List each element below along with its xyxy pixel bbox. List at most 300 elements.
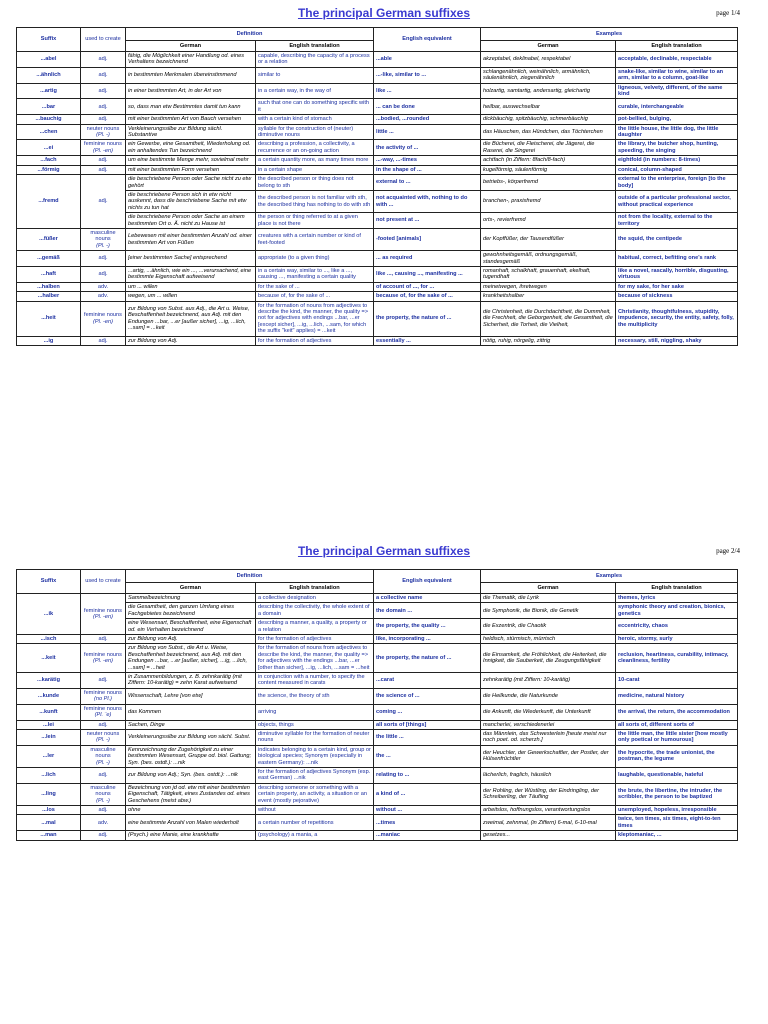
word-class: adv.: [97, 283, 109, 290]
definition-german-cell: um eine bestimmte Menge mehr, sovielmal mehr: [126, 156, 256, 165]
definition-german-cell: die beschriebene Person oder Sache an einem bestimmten Ort o. Ä. nicht zu Hause ist: [126, 213, 256, 229]
used-to-create-cell: [81, 831, 126, 840]
used-to-create-cell: [81, 336, 126, 345]
suffix-cell: ...haft: [17, 266, 81, 282]
header-examples: Examples: [481, 28, 738, 41]
word-class: feminine nouns: [84, 141, 122, 148]
example-english-cell: the little man, the little sister [how mostly only poetical or humourous]: [616, 729, 738, 745]
word-class: adj.: [98, 677, 108, 684]
example-english-cell: acceptable, declinable, respectable: [616, 52, 738, 68]
plural-form: (Pl. -): [96, 797, 110, 804]
definition-english-cell: describing the collectivity, the whole extent of a domain: [256, 603, 374, 619]
table-row: [17, 831, 738, 840]
definition-german-cell: zur Bildung von Adj.: [126, 336, 256, 345]
suffix-cell: ...förmig: [17, 165, 81, 174]
example-german-cell: heldisch, stürmisch, mürrisch: [481, 635, 616, 644]
definition-english-cell: the described person or thing does not belong to sth: [256, 175, 374, 191]
example-english-cell: twice, ten times, six times, eight-to-ten times: [616, 815, 738, 831]
english-equivalent-cell: not present at ...: [374, 213, 481, 229]
suffix-cell: ...fremd: [17, 175, 81, 229]
used-to-create-cell: [81, 67, 126, 83]
english-equivalent-cell: ...-like, similar to ...: [374, 67, 481, 83]
example-german-cell: die Symphonik, die Bionik, die Genetik: [481, 603, 616, 619]
example-german-cell: arbeitslos, hoffnungslos, verantwortungslos: [481, 805, 616, 814]
example-english-cell: medicine, natural history: [616, 688, 738, 704]
plural-form: (Pl. -en): [93, 147, 113, 154]
definition-german-cell: (Psych.) eine Manie, eine krankhafte: [126, 831, 256, 840]
suffix-cell: ...ling: [17, 783, 81, 805]
example-german-cell: achtfach (in Ziffern: 8fach/8-fach): [481, 156, 616, 165]
document-title: The principal German suffixes: [297, 544, 471, 558]
definition-german-cell: [einer bestimmten Sache] entsprechend: [126, 251, 256, 267]
english-equivalent-cell: the property, the nature of ...: [374, 301, 481, 336]
suffix-cell: ...abel: [17, 52, 81, 68]
english-equivalent-cell: ...able: [374, 52, 481, 68]
table-row: [17, 301, 738, 336]
suffix-cell: ...karätig: [17, 673, 81, 689]
suffix-cell: ...halben: [17, 282, 81, 291]
definition-german-cell: ...artig, ...ähnlich, wie ein ..., ...verursachend, eine bestimmte Eigenschaft aufweisend: [126, 266, 256, 282]
example-german-cell: gesetzes...: [481, 831, 616, 840]
word-class: adj.: [98, 806, 108, 813]
header-definition-english: English translation: [256, 583, 374, 594]
suffix-cell: ...ähnlich: [17, 67, 81, 83]
word-class: adj.: [98, 56, 108, 63]
suffix-cell: ...chen: [17, 124, 81, 140]
header-examples-english: English translation: [616, 41, 738, 52]
plural-form: (Pl. -en): [93, 658, 113, 665]
table-row: [17, 99, 738, 115]
example-german-cell: der Heuchler, der Gewerkschaftler, der Postler, der Hülsenfrüchtler: [481, 745, 616, 767]
example-german-cell: krankheitshalber: [481, 292, 616, 301]
definition-english-cell: diminutive syllable for the formation of neuter nouns: [256, 729, 374, 745]
page-number: page 2/4: [716, 547, 740, 555]
example-german-cell: der Kopffüßer, der Tausendfüßer: [481, 228, 616, 250]
english-equivalent-cell: little ...: [374, 124, 481, 140]
example-english-cell: snake-like, similar to wine, similar to an arm, similar to a column, goat-like: [616, 67, 738, 83]
definition-english-cell: describing someone or something with a certain property, an activity, a situation or an event (mostly pejorative): [256, 783, 374, 805]
used-to-create-cell: [81, 175, 126, 229]
word-class: feminine nouns: [84, 689, 122, 696]
definition-english-cell: a collective designation: [256, 594, 374, 603]
suffix-cell: ...ei: [17, 140, 81, 156]
suffix-cell: ...artig: [17, 83, 81, 99]
example-english-cell: the library, the butcher shop, hunting, speeding, the singing: [616, 140, 738, 156]
header-examples-german: German: [481, 41, 616, 52]
table-row: [17, 251, 738, 267]
table-row: [17, 720, 738, 729]
definition-english-cell: because of, for the sake of ...: [256, 292, 374, 301]
used-to-create-cell: [81, 644, 126, 673]
example-german-cell: die Thematik, die Lyrik: [481, 594, 616, 603]
word-class: feminine nouns: [84, 651, 122, 658]
definition-english-cell: (psychology) a mania, a: [256, 831, 374, 840]
suffix-cell: ...man: [17, 831, 81, 840]
suffix-cell: ...lein: [17, 729, 81, 745]
used-to-create-cell: [81, 52, 126, 68]
word-class: feminine nouns: [84, 607, 122, 614]
header-english-equivalent: English equivalent: [374, 570, 481, 594]
example-german-cell: mancherlei, verschiedenerlei: [481, 720, 616, 729]
english-equivalent-cell: relating to ...: [374, 767, 481, 783]
page-number: page 1/4: [716, 9, 740, 17]
definition-english-cell: similar to: [256, 67, 374, 83]
example-german-cell: kugelförmig, säulenförmig: [481, 165, 616, 174]
table-row: [17, 767, 738, 783]
table-row: [17, 165, 738, 174]
table-row: [17, 635, 738, 644]
definition-german-cell: das Kommen: [126, 704, 256, 720]
suffix-cell: ...lei: [17, 720, 81, 729]
table-row: [17, 175, 738, 191]
word-class: adj.: [98, 72, 108, 79]
example-german-cell: heilbar, auswechselbar: [481, 99, 616, 115]
used-to-create-cell: [81, 594, 126, 635]
definition-german-cell: in bestimmten Merkmalen übereinstimmend: [126, 67, 256, 83]
used-to-create-cell: [81, 783, 126, 805]
word-class: adj.: [98, 636, 108, 643]
used-to-create-cell: [81, 165, 126, 174]
example-english-cell: the brute, the libertine, the intruder, the scribbler, the person to be baptized: [616, 783, 738, 805]
example-english-cell: unemployed, hopeless, irresponsible: [616, 805, 738, 814]
english-equivalent-cell: the little ...: [374, 729, 481, 745]
table-row: [17, 783, 738, 805]
example-english-cell: curable, interchangeable: [616, 99, 738, 115]
definition-english-cell: for the formation of adjectives: [256, 635, 374, 644]
word-class: adj.: [98, 166, 108, 173]
plural-form: (Pl. -): [96, 242, 110, 249]
plural-form: (Pl. -): [96, 759, 110, 766]
example-german-cell: das Häuschen, das Hündchen, das Töchterchen: [481, 124, 616, 140]
header-definition: Definition: [126, 28, 374, 41]
example-german-cell: der Rohling, der Wüstling, der Eindringling, der Schreiberling, der Täufling: [481, 783, 616, 805]
example-english-cell: eccentricity, chaos: [616, 619, 738, 635]
suffix-cell: ...bar: [17, 99, 81, 115]
english-equivalent-cell: a collective name: [374, 594, 481, 603]
definition-english-cell: creatures with a certain number or kind of feet-footed: [256, 228, 374, 250]
definition-german-cell: die beschriebene Person oder Sache nicht zu etw gehört: [126, 175, 256, 191]
word-class: adj.: [98, 271, 108, 278]
definition-german-cell: mit einer bestimmten Form versehen: [126, 165, 256, 174]
example-english-cell: the little house, the little dog, the little daughter: [616, 124, 738, 140]
english-equivalent-cell: -footed [animals]: [374, 228, 481, 250]
definition-english-cell: for the formation of adjectives Synonym (esp. east German) ...nik: [256, 767, 374, 783]
definition-german-cell: Verkleinerungssilbe zur Bildung von sächl. Subst.: [126, 729, 256, 745]
table-row: [17, 292, 738, 301]
word-class: adj.: [98, 198, 108, 205]
definition-english-cell: syllable for the construction of (neuter) diminutive nouns: [256, 124, 374, 140]
table-row: [17, 156, 738, 165]
table-row: [17, 124, 738, 140]
definition-german-cell: mit einer bestimmten Art von Bauch versehen: [126, 115, 256, 124]
word-class: neuter nouns: [86, 125, 120, 132]
definition-german-cell: eine bestimmte Anzahl von Malen wiederholt: [126, 815, 256, 831]
example-german-cell: lächerlich, fraglich, häuslich: [481, 767, 616, 783]
definition-english-cell: a certain quantity more, as many times more: [256, 156, 374, 165]
english-equivalent-cell: coming ...: [374, 704, 481, 720]
used-to-create-cell: [81, 635, 126, 644]
word-class: adj.: [98, 116, 108, 123]
plural-form: (Pl. -en): [93, 318, 113, 325]
definition-german-cell: in einer bestimmten Art, in der Art von: [126, 83, 256, 99]
word-class: adv.: [97, 293, 109, 300]
definition-english-cell: in a certain shape: [256, 165, 374, 174]
word-class: feminine nouns: [84, 312, 122, 319]
example-german-cell: holzartig, samtartig, andersartig, gleichartig: [481, 83, 616, 99]
used-to-create-cell: [81, 282, 126, 291]
example-english-cell: like a novel, rascally, horrible, disgusting, virtuous: [616, 266, 738, 282]
table-row: [17, 619, 738, 635]
english-equivalent-cell: ... as required: [374, 251, 481, 267]
document-page-2: [0, 538, 768, 1024]
document-title: The principal German suffixes: [297, 6, 471, 20]
suffix-cell: ...keit: [17, 644, 81, 673]
table-row: [17, 83, 738, 99]
word-class: adj.: [98, 87, 108, 94]
definition-german-cell: ohne: [126, 805, 256, 814]
example-english-cell: heroic, stormy, surly: [616, 635, 738, 644]
definition-english-cell: for the formation of nouns from adjectives to describe the kind, the manner, the quality => for adjectives with the endings ...bar, ...er [other than sicher], ...ig, ...lich, ...sam = ...heit: [256, 644, 374, 673]
used-to-create-cell: [81, 704, 126, 720]
definition-german-cell: so, dass man etw Bestimmtes damit tun kann: [126, 99, 256, 115]
suffix-cell: ...fach: [17, 156, 81, 165]
header-definition-english: English translation: [256, 41, 374, 52]
used-to-create-cell: [81, 251, 126, 267]
english-equivalent-cell: like, incorporating ...: [374, 635, 481, 644]
example-german-cell: die Christenheit, die Durchdachtheit, die Dummheit, die Frechheit, die Geborgenheit, die Gesamtheit, die Sicherheit, die Torheit, die Vielheit,: [481, 301, 616, 336]
suffix-cell: ...los: [17, 805, 81, 814]
english-equivalent-cell: in the shape of ...: [374, 165, 481, 174]
example-english-cell: all sorts of, different sorts of: [616, 720, 738, 729]
used-to-create-cell: [81, 805, 126, 814]
english-equivalent-cell: external to ...: [374, 175, 481, 191]
word-class: feminine nouns: [84, 705, 122, 712]
definition-german-cell: fähig, die Möglichkeit einer Handlung od. eines Verhaltens bezeichnend: [126, 52, 256, 68]
english-equivalent-cell: the property, the nature of ...: [374, 644, 481, 673]
header-examples-english: English translation: [616, 583, 738, 594]
english-equivalent-cell: because of, for the sake of ...: [374, 292, 481, 301]
english-equivalent-cell: without ...: [374, 805, 481, 814]
definition-english-cell: for the formation of adjectives: [256, 336, 374, 345]
header-definition-german: German: [126, 583, 256, 594]
example-english-cell: external to the enterprise, foreign [to the body]: [616, 175, 738, 191]
header-english-equivalent: English equivalent: [374, 28, 481, 52]
used-to-create-cell: [81, 767, 126, 783]
example-german-cell: akzeptabel, deklinabel, respektabel: [481, 52, 616, 68]
english-equivalent-cell: ... can be done: [374, 99, 481, 115]
table-row: [17, 213, 738, 229]
example-german-cell: schlangenähnlich, weinähnlich, armähnlich, säulenähnlich, ziegenähnlich: [481, 67, 616, 83]
english-equivalent-cell: all sorts of [things]: [374, 720, 481, 729]
table-row: [17, 140, 738, 156]
example-german-cell: dickbäuchig, spitzbäuchig, schmerbäuchig: [481, 115, 616, 124]
used-to-create-cell: [81, 673, 126, 689]
english-equivalent-cell: the property, the quality ...: [374, 619, 481, 635]
example-german-cell: zweimal, zehnmal, (in Ziffern) 6-mal, 6-10-mal: [481, 815, 616, 831]
example-english-cell: the squid, the centipede: [616, 228, 738, 250]
suffix-cell: ...mal: [17, 815, 81, 831]
definition-english-cell: for the sake of ...: [256, 282, 374, 291]
example-english-cell: outside of a particular professional sector, without practical experience: [616, 190, 738, 212]
example-german-cell: die Einsamkeit, die Fröhlichkeit, die Heiterkeit, die Innigkeit, die Sauberkeit, die Zeugungsfähigkeit: [481, 644, 616, 673]
definition-english-cell: the science, the theory of sth: [256, 688, 374, 704]
word-class: adj.: [98, 157, 108, 164]
table-row: [17, 688, 738, 704]
english-equivalent-cell: like ...: [374, 83, 481, 99]
example-german-cell: die Bücherei, die Fleischerei, die Jägerei, die Raserei, die Singerei: [481, 140, 616, 156]
example-english-cell: 10-carat: [616, 673, 738, 689]
suffix-cell: ...isch: [17, 635, 81, 644]
definition-english-cell: such that one can do something specific with it: [256, 99, 374, 115]
suffix-cell: ...bauchig: [17, 115, 81, 124]
table-row: [17, 266, 738, 282]
english-equivalent-cell: the ...: [374, 745, 481, 767]
definition-german-cell: Wissenschaft, Lehre [von etw]: [126, 688, 256, 704]
table-row: [17, 336, 738, 345]
used-to-create-cell: [81, 815, 126, 831]
example-english-cell: because of sickness: [616, 292, 738, 301]
header-definition-german: German: [126, 41, 256, 52]
suffix-table: [16, 569, 738, 841]
english-equivalent-cell: ...-way, ...-times: [374, 156, 481, 165]
definition-german-cell: wegen, um ... willen: [126, 292, 256, 301]
definition-english-cell: in a certain way, similar to ..., like a ..., causing ..., manifesting a certain quality: [256, 266, 374, 282]
english-equivalent-cell: the domain ...: [374, 603, 481, 619]
example-english-cell: eightfold (in numbers: 8-times): [616, 156, 738, 165]
definition-german-cell: zur Bildung von Adj.; Syn. (bes. ostdt.): ...nik: [126, 767, 256, 783]
definition-english-cell: objects, things: [256, 720, 374, 729]
used-to-create-cell: [81, 228, 126, 250]
definition-english-cell: the person or thing referred to at a given place is not there: [256, 213, 374, 229]
definition-german-cell: um ... willen: [126, 282, 256, 291]
definition-german-cell: Verkleinerungssilbe zur Bildung sächl. Substantive: [126, 124, 256, 140]
definition-english-cell: for the formation of nouns from adjectives to describe the kind, the manner, the quality => not for adjectives with endings ...bar, ...er [except sicher], ...ig, ...lich, ...sam, for which the suffix "keit" applies) = ...keit: [256, 301, 374, 336]
plural-form: (Pl. ¨e): [94, 712, 112, 719]
suffix-cell: ...kunde: [17, 688, 81, 704]
example-german-cell: gewohnheitsgemäß, ordnungsgemäß, standesgemäß: [481, 251, 616, 267]
suffix-cell: ...kunft: [17, 704, 81, 720]
example-german-cell: die Heilkunde, die Naturkunde: [481, 688, 616, 704]
example-german-cell: branchen-, praxisfremd: [481, 190, 616, 212]
example-german-cell: orts-, revierfremd: [481, 213, 616, 229]
suffix-cell: ...gemäß: [17, 251, 81, 267]
table-row: [17, 673, 738, 689]
definition-english-cell: capable, describing the capacity of a process or a relation: [256, 52, 374, 68]
example-german-cell: romanhaft, schalkhaft, grauenhaft, ekelhaft, tugendhaft: [481, 266, 616, 282]
definition-english-cell: arriving: [256, 704, 374, 720]
plural-form: (Pl. -): [96, 132, 110, 139]
suffix-cell: ...füßer: [17, 228, 81, 250]
definition-german-cell: zur Bildung von Subst., die Art u. Weise, Beschaffenheit bezeichnend, aus Adj. mit den Endungen ...bar, ...er [außer, sicher], ...ig, ...lich, ...sam] = ...heit: [126, 644, 256, 673]
example-english-cell: kleptomaniac, ...: [616, 831, 738, 840]
word-class: adj.: [98, 103, 108, 110]
header-examples: Examples: [481, 570, 738, 583]
plural-form: (Pl. -en): [93, 614, 113, 621]
example-german-cell: zehnkarätig (mit Ziffern: 10-karätig): [481, 673, 616, 689]
word-class: adj.: [98, 772, 108, 779]
table-row: [17, 282, 738, 291]
definition-english-cell: describing a profession, a collectivity, a recurrence or an on-going action: [256, 140, 374, 156]
definition-english-cell: the described person is not familiar with sth, the described thing has nothing to do with sth: [256, 190, 374, 212]
definition-german-cell: Bezeichnung von jd od. etw mit einer bestimmten Eigenschaft, Tätigkeit, eines Zustandes od. eines Geschehens (meist abw.): [126, 783, 256, 805]
used-to-create-cell: [81, 83, 126, 99]
header-examples-german: German: [481, 583, 616, 594]
english-equivalent-cell: essentially ...: [374, 336, 481, 345]
definition-english-cell: without: [256, 805, 374, 814]
used-to-create-cell: [81, 729, 126, 745]
plural-form: (no Pl.): [93, 696, 113, 703]
table-row: [17, 603, 738, 619]
header-suffix: Suffix: [17, 28, 81, 52]
example-english-cell: the hypocrite, the trade unionist, the postman, the legume: [616, 745, 738, 767]
definition-english-cell: a certain number of repetitions: [256, 815, 374, 831]
word-class: adj.: [98, 721, 108, 728]
definition-german-cell: ein Gewerbe, eine Gesamtheit, Wiederholung od. ein anhaltendes Tun bezeichnend: [126, 140, 256, 156]
used-to-create-cell: [81, 115, 126, 124]
used-to-create-cell: [81, 140, 126, 156]
definition-english-cell: in a certain way, in the way of: [256, 83, 374, 99]
table-row: [17, 815, 738, 831]
definition-german-cell: eine Wesensart, Beschaffenheit, eine Eigenschaft od. ein Verhalten bezeichnend: [126, 619, 256, 635]
example-german-cell: die Exzentrik, die Chaotik: [481, 619, 616, 635]
definition-english-cell: appropriate (to a given thing): [256, 251, 374, 267]
used-to-create-cell: [81, 99, 126, 115]
english-equivalent-cell: not acquainted with, nothing to do with ...: [374, 190, 481, 212]
english-equivalent-cell: the activity of ...: [374, 140, 481, 156]
definition-german-cell: in Zusammenbildungen, z. B. zehnkarätig (mit Ziffern: 10-karätig) = zehn Karat aufweisend: [126, 673, 256, 689]
header-used-to-create: used to create: [81, 28, 126, 52]
definition-german-cell: Kennzeichnung der Zugehörigkeit zu einer bestimmten Wesensart, Gruppe od. biol. Gattung; Syn. (bes. ostdt.): ...nik: [126, 745, 256, 767]
word-class: adj.: [98, 255, 108, 262]
table-row: [17, 115, 738, 124]
used-to-create-cell: [81, 292, 126, 301]
example-english-cell: conical, column-shaped: [616, 165, 738, 174]
table-row: [17, 644, 738, 673]
example-english-cell: pot-bellied, bulging,: [616, 115, 738, 124]
used-to-create-cell: [81, 266, 126, 282]
plural-form: (Pl. -): [96, 737, 110, 744]
word-class: adv.: [97, 819, 109, 826]
example-german-cell: meinetwegen, ihretwegen: [481, 282, 616, 291]
definition-german-cell: die beschriebene Person sich in etw nicht auskennt, dass die beschriebene Sache mit etw nichts zu tun hat: [126, 190, 256, 212]
example-english-cell: ligneous, velvety, different, of the same kind: [616, 83, 738, 99]
english-equivalent-cell: a kind of ...: [374, 783, 481, 805]
definition-german-cell: zur Bildung von Subst. aus Adj., die Art u. Weise, Beschaffenheit bezeichnend, aus Adj. mit den Endungen ...bar, ...er [außer sicher], ...ig, ...lich, ...sam] = ...keit: [126, 301, 256, 336]
example-english-cell: the arrival, the return, the accommodation: [616, 704, 738, 720]
used-to-create-cell: [81, 745, 126, 767]
definition-german-cell: zur Bildung von Adj.: [126, 635, 256, 644]
definition-german-cell: Sachen, Dinge: [126, 720, 256, 729]
example-german-cell: die Ankunft, die Wiederkunft, die Unterkunft: [481, 704, 616, 720]
table-row: [17, 594, 738, 603]
english-equivalent-cell: like ..., causing ..., manifesting ...: [374, 266, 481, 282]
example-english-cell: for my sake, for her sake: [616, 282, 738, 291]
word-class: adj.: [98, 337, 108, 344]
used-to-create-cell: [81, 688, 126, 704]
table-row: [17, 67, 738, 83]
used-to-create-cell: [81, 124, 126, 140]
word-class: neuter nouns: [86, 730, 120, 737]
definition-english-cell: describing a manner, a quality, a property or a relation: [256, 619, 374, 635]
table-row: [17, 228, 738, 250]
example-english-cell: Christianity, thoughtfulness, stupidity, impudence, security, the entity, safety, folly, the multiplicity: [616, 301, 738, 336]
definition-german-cell: die Gesamtheit, den ganzen Umfang eines Fachgebietes bezeichnend: [126, 603, 256, 619]
example-english-cell: necessary, still, niggling, shaky: [616, 336, 738, 345]
table-row: [17, 805, 738, 814]
example-english-cell: symphonic theory and creation, bionics, genetics: [616, 603, 738, 619]
table-row: [17, 704, 738, 720]
definition-english-cell: with a certain kind of stomach: [256, 115, 374, 124]
